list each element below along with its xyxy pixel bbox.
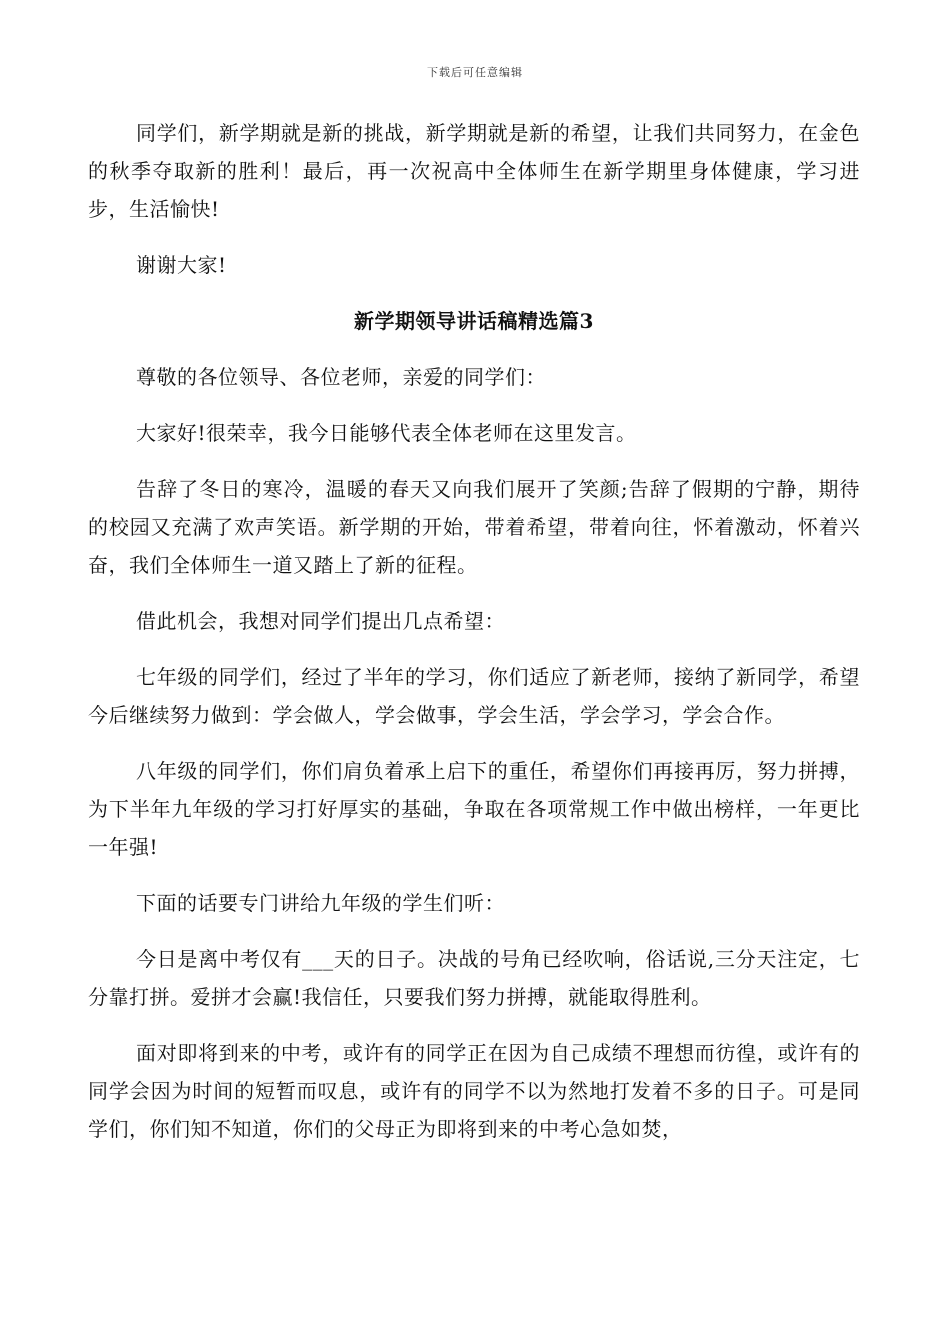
paragraph-greeting: 大家好!很荣幸，我今日能够代表全体老师在这里发言。 bbox=[136, 421, 637, 445]
paragraph-grade-eight: 八年级的同学们，你们肩负着承上启下的重任，希望你们再接再厉，努力拼搏，为下半年九年级的学习打好厚实的基础，争取在各项常规工作中做出榜样，一年更比一年强! bbox=[88, 759, 860, 859]
document-body bbox=[88, 114, 860, 1166]
paragraph-grade-seven: 七年级的同学们，经过了半年的学习，你们适应了新老师，接纳了新同学，希望今后继续努力做到：学会做人，学会做事，学会生活，学会学习，学会合作。 bbox=[88, 665, 860, 727]
paragraph-hopes-intro: 借此机会，我想对同学们提出几点希望： bbox=[136, 609, 505, 633]
paragraph-thanks: 谢谢大家! bbox=[136, 253, 227, 277]
paragraph-closing-wishes: 同学们，新学期就是新的挑战，新学期就是新的希望，让我们共同努力，在金色的秋季夺取新的胜利！最后，再一次祝高中全体师生在新学期里身体健康，学习进步，生活愉快! bbox=[88, 121, 860, 221]
page-header-note: 下载后可任意编辑 bbox=[427, 66, 523, 79]
paragraph-grade-nine-intro: 下面的话要专门讲给九年级的学生们听： bbox=[136, 891, 505, 915]
section-title: 新学期领导讲话稿精选篇3 bbox=[354, 309, 594, 333]
paragraph-salutation: 尊敬的各位领导、各位老师，亲爱的同学们： bbox=[136, 365, 546, 389]
paragraph-exam-countdown: 今日是离中考仅有___天的日子。决战的号角已经吹响，俗话说,三分天注定，七分靠打拼。爱拼才会赢!我信任，只要我们努力拼搏，就能取得胜利。 bbox=[88, 947, 860, 1009]
paragraph-new-semester: 告辞了冬日的寒冷，温暖的春天又向我们展开了笑颜;告辞了假期的宁静，期待的校园又充满了欢声笑语。新学期的开始，带着希望，带着向往，怀着激动，怀着兴奋，我们全体师生一道又踏上了新的征程。 bbox=[88, 477, 860, 577]
paragraph-exam-reflection: 面对即将到来的中考，或许有的同学正在因为自己成绩不理想而彷徨，或许有的同学会因为时间的短暂而叹息，或许有的同学不以为然地打发着不多的日子。可是同学们，你们知不知道，你们的父母正为即将到来的中考心急如焚， bbox=[88, 1041, 860, 1141]
